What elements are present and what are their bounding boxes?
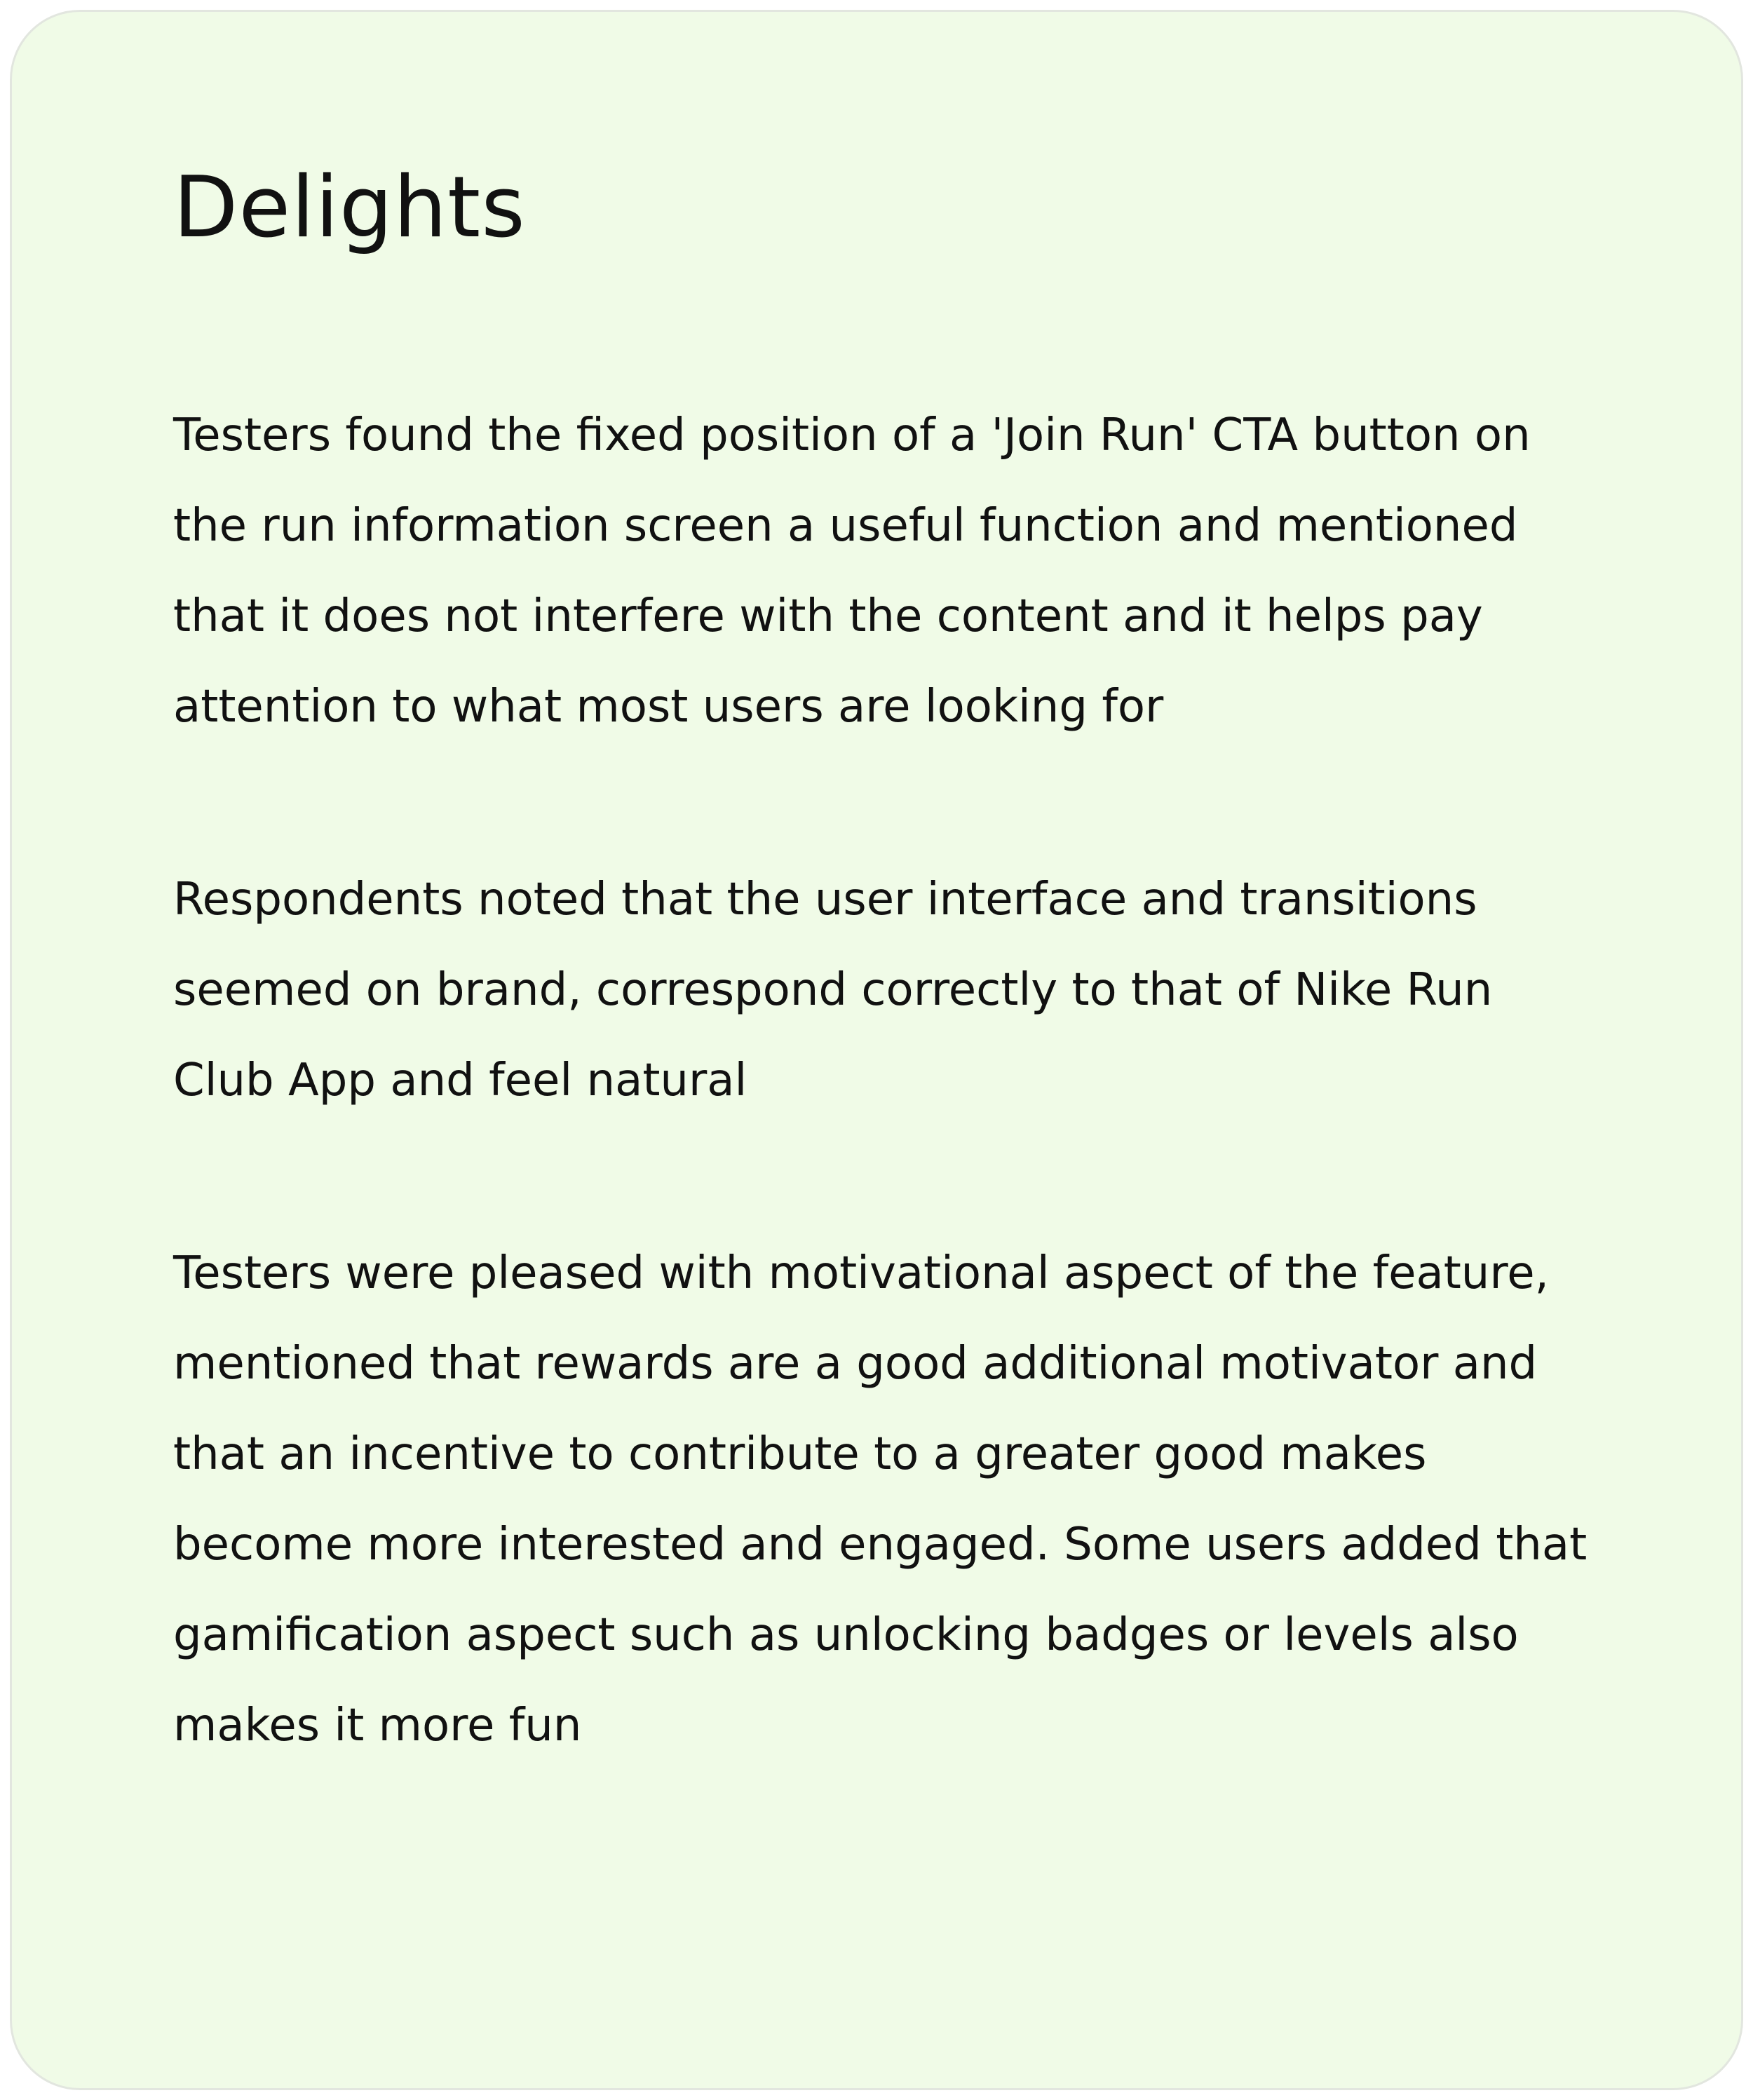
card-title: Delights: [173, 159, 526, 257]
delight-paragraph-1: Testers found the fixed position of a 'Join Run' CTA button on the run information screen a useful function and mentioned that it does not interfere with the content and it helps pay attention to what most users are looking for: [173, 409, 1531, 733]
delights-card: [10, 10, 1743, 2090]
delight-paragraph-2: Respondents noted that the user interface and transitions seemed on brand, correspond correctly to that of Nike Run Club App and feel natural: [173, 874, 1493, 1106]
delight-paragraph-3: Testers were pleased with motivational aspect of the feature, mentioned that rewards are a good additional motivator and that an incentive to contribute to a greater good makes become more interested and engaged. Some users added that gamification aspect such as unlocking badges or levels also makes it more fun: [173, 1247, 1588, 1752]
